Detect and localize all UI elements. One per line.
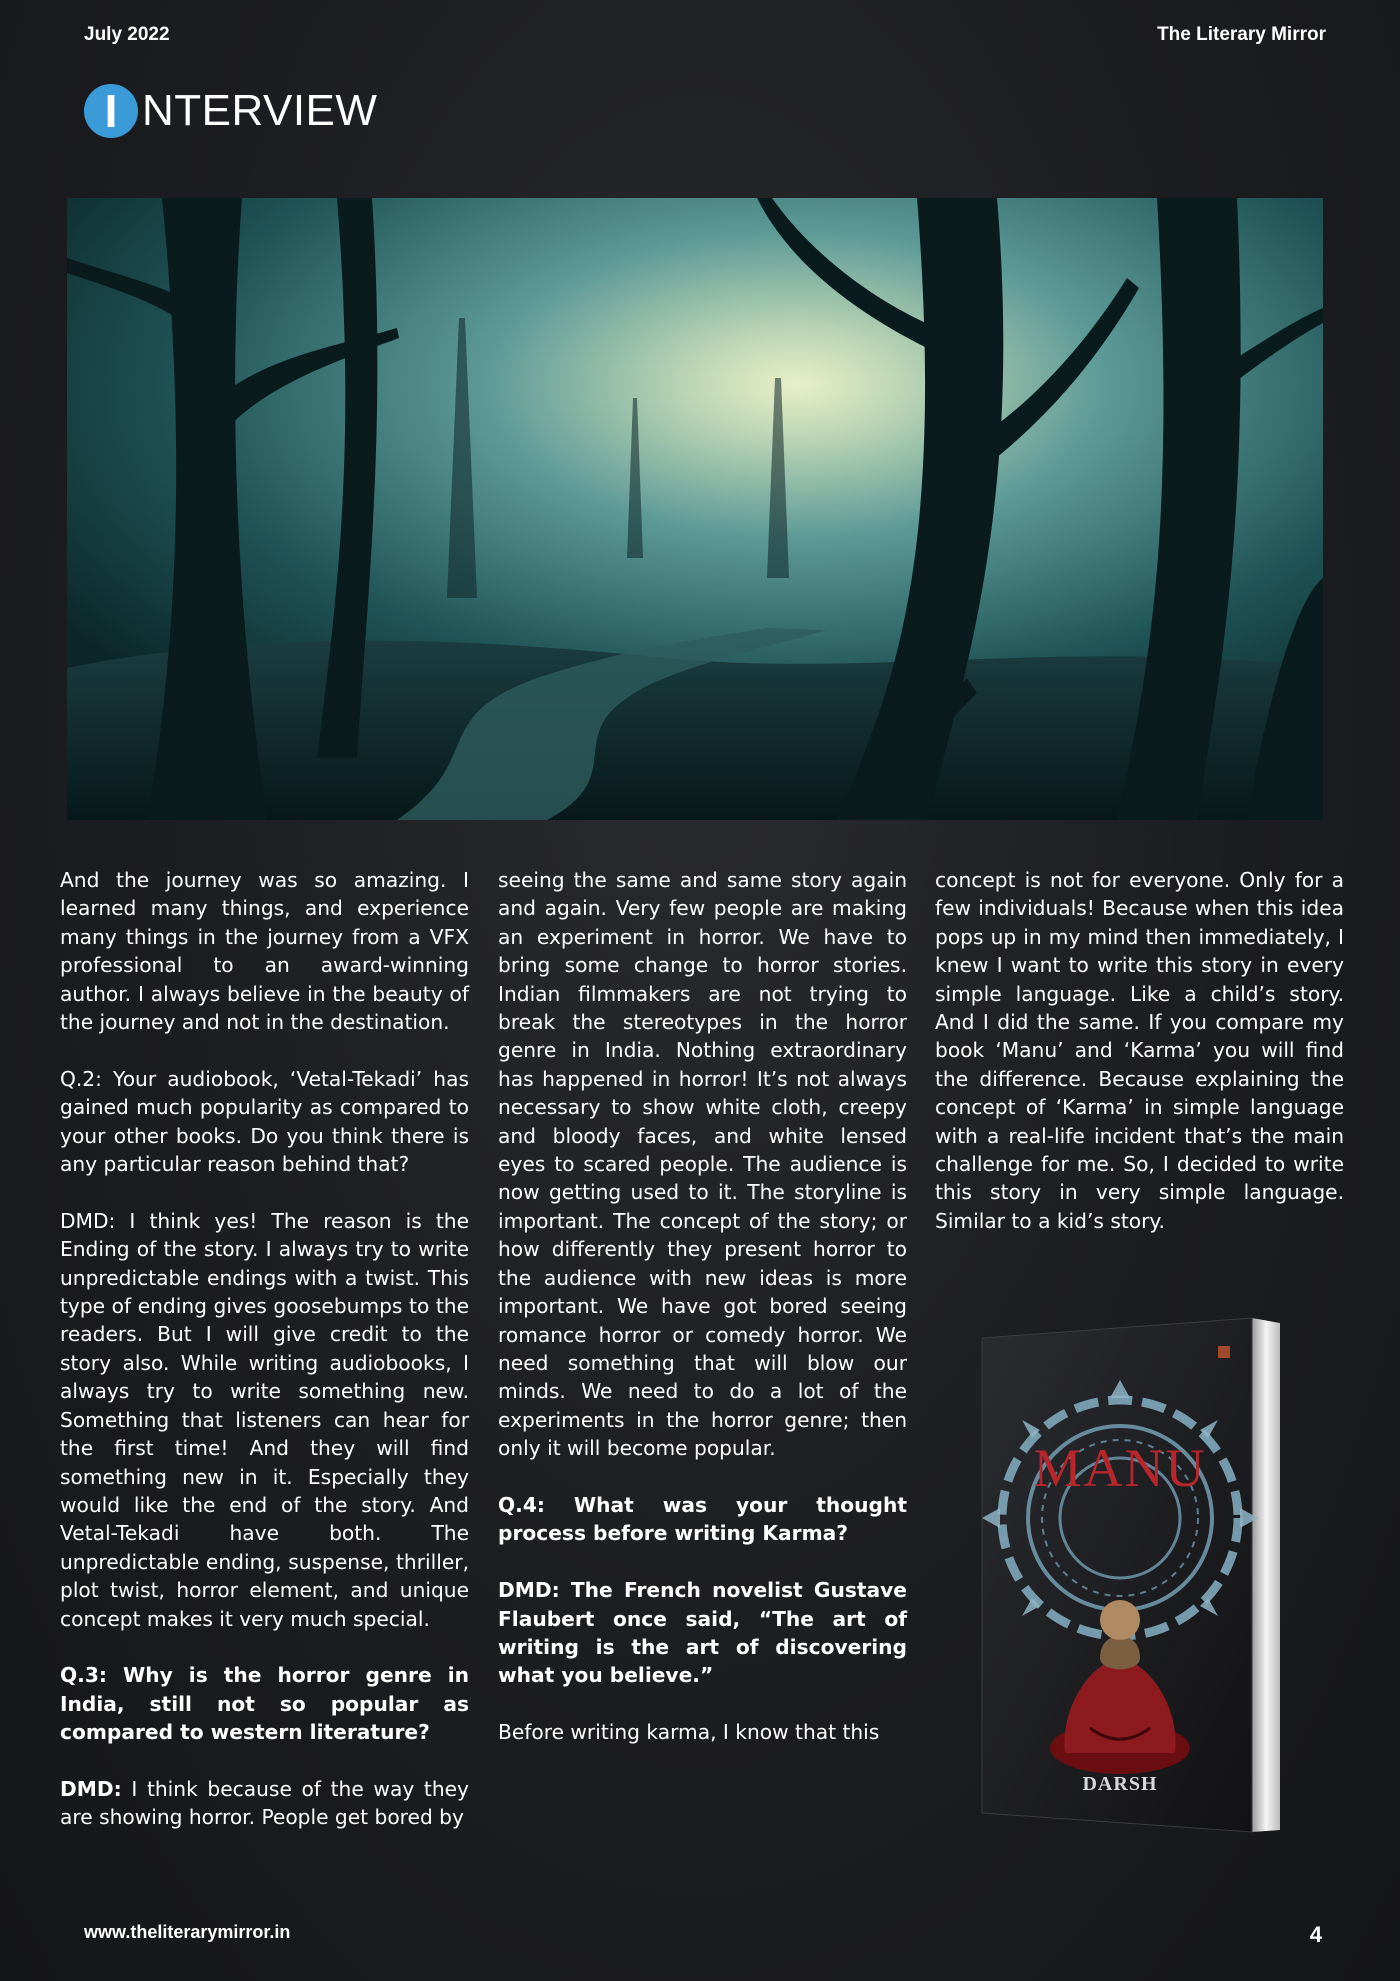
question-3: Q.3: Why is the horror genre in India, still not so popular as compared to western literature? bbox=[60, 1663, 469, 1745]
section-title-text: NTERVIEW bbox=[142, 86, 378, 135]
book-cover-image bbox=[980, 1308, 1300, 1838]
website-url: www.theliterarymirror.in bbox=[84, 1922, 291, 1942]
paragraph: Before writing karma, I know that this bbox=[498, 1720, 880, 1745]
paragraph-text: I think because of the way they are showing horror. People get bored by bbox=[60, 1776, 469, 1830]
book-author: DARSH bbox=[1082, 1773, 1158, 1795]
hero-forest-image bbox=[67, 198, 1323, 820]
publication-name: The Literary Mirror bbox=[1157, 24, 1326, 45]
question-4: Q.4: What was your thought process before writing Karma? bbox=[498, 1492, 907, 1546]
paragraph bbox=[60, 1775, 469, 1832]
section-title bbox=[84, 84, 377, 138]
paragraph: concept is not for everyone. Only for a few individuals! Because when this idea pops up in my mind then immediately, I knew I want to write this story in every simple language. Like a child’s story. And I did the same. If you compare my book ‘Manu’ and ‘Karma’ you will find the difference. Because explaining the concept of ‘Karma’ in simple language with a real-life incident that’s the main challenge for me. So, I decided to write this story in very simple language. Similar to a kid’s story. bbox=[935, 868, 1344, 1233]
paragraph: seeing the same and same story again and again. Very few people are making an experiment in horror. We have to bring some change to horror stories. Indian filmmakers are not trying to break the stereotypes in the horror genre in India. Nothing extraordinary has happened in horror! It’s not always necessary to show white cloth, creepy and bloody faces, and white lensed eyes to scared people. The audience is now getting used to it. The storyline is important. The concept of the story; or how differently they present horror to the audience with new ideas is more important. We have got bored seeing romance horror or comedy horror. We need something that will blow our minds. We need to do a lot of the experiments in the horror genre; then only it will become popular. bbox=[498, 868, 907, 1461]
issue-date: July 2022 bbox=[84, 24, 170, 45]
section-initial-badge: I bbox=[84, 84, 138, 138]
speaker-label: DMD: bbox=[60, 1776, 122, 1801]
text-column-1 bbox=[60, 866, 469, 1832]
answer-quote: DMD: The French novelist Gustave Flaubert once said, “The art of writing is the art of discovering what you believe.” bbox=[498, 1578, 907, 1688]
page-number: 4 bbox=[1309, 1922, 1322, 1947]
paragraph: And the journey was so amazing. I learned many things, and experience many things in the journey from a VFX professional to an award-winning author. I always believe in the beauty of the journey and not in the destination. bbox=[60, 868, 469, 1035]
book-title: MANU bbox=[1033, 1438, 1207, 1498]
paragraph: Q.2: Your audiobook, ‘Vetal-Tekadi’ has gained much popularity as compared to your other books. Do you think there is any particular reason behind that? bbox=[60, 1066, 469, 1177]
text-column-2 bbox=[498, 866, 907, 1747]
paragraph: DMD: I think yes! The reason is the Ending of the story. I always try to write unpredictable endings with a twist. This type of ending gives goosebumps to the readers. But I will give credit to the story also. While writing audiobooks, I always try to write something new. Something that listeners can hear for the first time! And they will find something new in it. Especially they would like the end of the story. And Vetal-Tekadi have both. The unpredictable ending, suspense, thriller, plot twist, horror element, and unique concept makes it very much special. bbox=[60, 1208, 469, 1631]
text-column-3 bbox=[935, 866, 1344, 1235]
